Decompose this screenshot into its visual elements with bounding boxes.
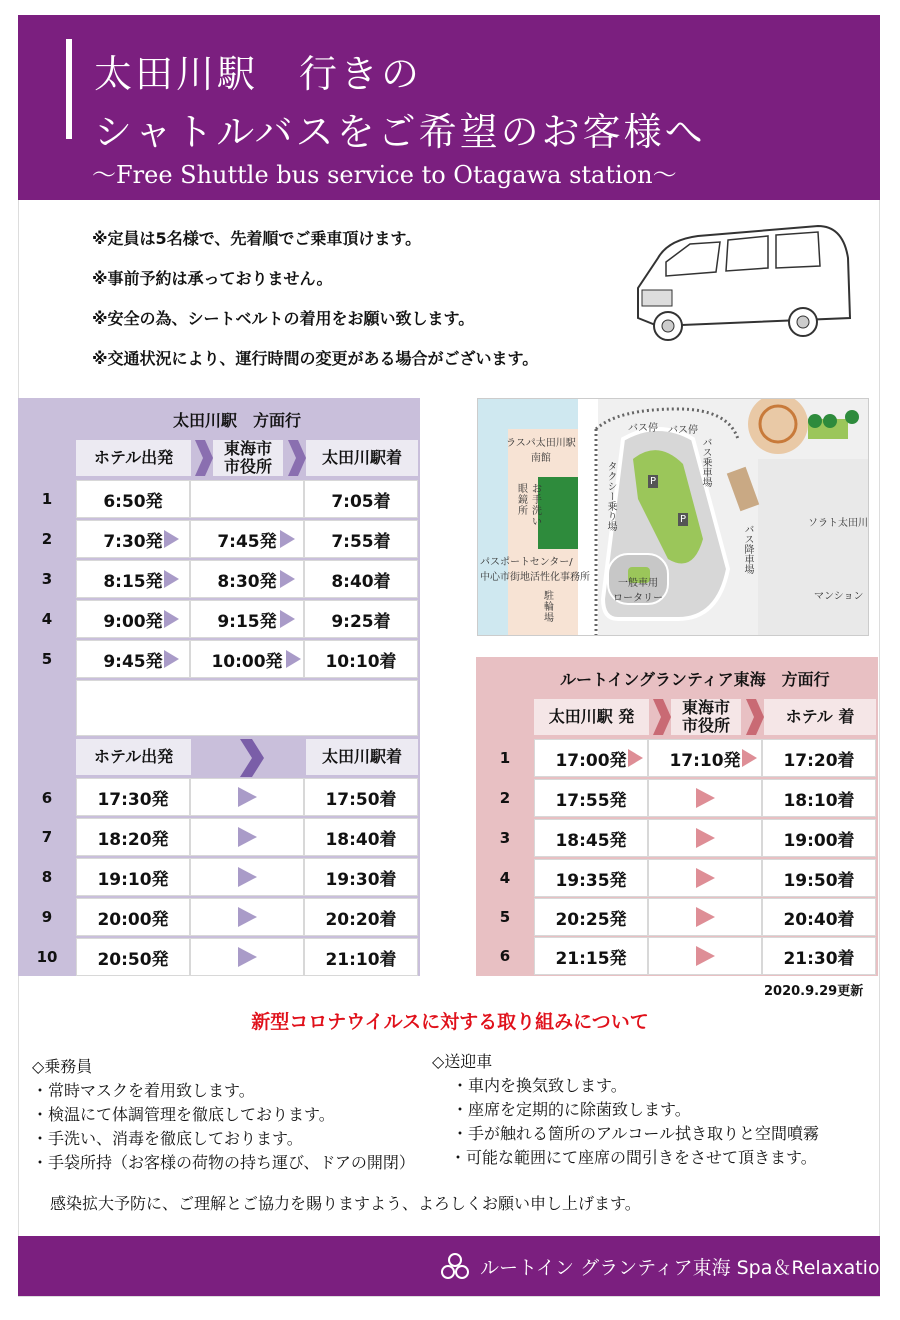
row-number: 6 [41,789,53,807]
arrow-icon [164,650,179,668]
arrive-time: 19:50着 [762,859,876,897]
row-number: 3 [41,570,53,588]
vehicle-item: ・車内を換気致します。 [452,1076,627,1095]
arrive-time: 9:25着 [304,600,418,638]
arrow-icon [286,650,301,668]
depart-time: 20:25発 [534,898,648,936]
row-number: 1 [41,490,53,508]
arrow-icon [696,868,715,888]
arrive-time: 8:40着 [304,560,418,598]
map-label: ソラト太田川 [808,518,868,529]
map-label: お 手 洗 い [532,484,542,528]
vehicle-heading: ◇送迎車 [432,1052,493,1071]
depart-time: 17:00発 [534,739,648,777]
arrive-time: 7:55着 [304,520,418,558]
mid-cell [648,898,762,936]
col-header-arrive: 太田川駅着 [306,739,418,775]
footer-brand-name: ルートイン グランティア東海 Spa＆Relaxation [480,1257,892,1279]
mid-time: 9:15発 [190,600,304,638]
arrive-time: 21:30着 [762,937,876,975]
chevron-right-icon [744,699,764,735]
header-title-line2: シャトルバスをご希望のお客様へ [94,110,706,154]
depart-time: 8:15発 [76,560,190,598]
mid-cell [190,858,304,896]
chevron-right-icon [651,699,671,735]
depart-time: 6:50発 [76,480,190,518]
map-label: 眼 鏡 所 [518,484,528,517]
footer-banner [18,1236,892,1296]
row-number: 3 [499,829,511,847]
chevron-right-icon [286,440,306,476]
parking-icon: P [650,476,657,487]
mid-cell [190,818,304,856]
note-item: ※安全の為、シートベルトの着用をお願い致します。 [92,309,475,328]
row-number: 10 [36,948,58,966]
arrow-icon [696,946,715,966]
depart-time: 17:55発 [534,779,648,817]
map-label: 駐 輪 場 [544,591,554,624]
row-number: 6 [499,947,511,965]
row-number: 5 [499,908,511,926]
row-number: 9 [41,908,53,926]
arrive-time: 20:40着 [762,898,876,936]
vehicle-item: ・手が触れる箇所のアルコール拭き取りと空間噴霧 [452,1124,820,1143]
depart-time: 7:30発 [76,520,190,558]
depart-time: 9:00発 [76,600,190,638]
arrive-time: 17:50着 [304,778,418,816]
col-header-depart: ホテル出発 [76,440,191,476]
mid-cell [648,779,762,817]
map-label: バス停 [668,425,698,436]
arrow-icon [238,867,257,887]
row-number: 2 [41,530,53,548]
notes-list [92,226,538,386]
arrow-icon [280,530,295,548]
crew-heading: ◇乗務員 [32,1057,93,1076]
chevron-right-icon [238,739,264,777]
vehicle-item: ・可能な範囲にて座席の間引きをさせて頂きます。 [450,1148,817,1167]
crew-item: ・常時マスクを着用致します。 [32,1081,255,1100]
crew-item: ・検温にて体調管理を徹底しております。 [32,1105,335,1124]
depart-time: 18:20発 [76,818,190,856]
depart-time: 17:30発 [76,778,190,816]
arrow-icon [280,610,295,628]
depart-time: 9:45発 [76,640,190,678]
arrow-icon [164,610,179,628]
arrive-time: 7:05着 [304,480,418,518]
header-title-line1: 太田川駅 行きの [94,52,423,96]
vehicle-item: ・座席を定期的に除菌致します。 [452,1100,691,1119]
van-illustration [628,218,858,348]
arrow-icon [742,749,757,767]
mid-cell [648,819,762,857]
col-header-depart: ホテル出発 [76,739,191,775]
brand-logo-icon [438,1250,472,1284]
arrow-icon [238,947,257,967]
header-banner [18,15,880,200]
crew-measures [32,1055,415,1175]
row-number: 5 [41,650,53,668]
covid-heading: 新型コロナウイルスに対する取り組みについて [251,1011,649,1033]
mid-time: 10:00発 [190,640,304,678]
mid-time: 17:10発 [648,739,762,777]
col-header-depart: 太田川駅 発 [534,699,649,735]
depart-time: 20:50発 [76,938,190,976]
map-label: ラスパ太田川駅 南館 [506,438,576,464]
depart-time: 21:15発 [534,937,648,975]
depart-time: 18:45発 [534,819,648,857]
row-number: 8 [41,868,53,886]
depart-time: 19:10発 [76,858,190,896]
arrive-time: 18:40着 [304,818,418,856]
mid-cell [190,898,304,936]
col-header-arrive: ホテル 着 [764,699,876,735]
arrive-time: 21:10着 [304,938,418,976]
map-label: パスポートセンター/ 中心市街地活性化事務所 [480,557,590,583]
depart-time: 20:00発 [76,898,190,936]
header-accent-bar [66,39,72,139]
map-label: バス乗車場 [700,437,711,487]
map-label: マンション [814,591,864,602]
col-header-arrive: 太田川駅着 [306,440,418,476]
updated-date: 2020.9.29更新 [764,984,864,999]
arrive-time: 19:00着 [762,819,876,857]
map-label: 一般車用 ロータリー [613,578,663,604]
arrow-icon [628,749,643,767]
table-title: ルートイングランティア東海 方面行 [560,670,830,689]
col-header-mid: 東海市 市役所 [671,699,741,735]
arrow-icon [280,570,295,588]
map-label: バス降車場 [742,524,753,574]
arrow-icon [696,788,715,808]
blank-spacer [76,680,418,736]
mid-cell [648,859,762,897]
closing-message: 感染拡大予防に、ご理解とご協力を賜りますよう、よろしくお願い申し上げます。 [50,1194,641,1213]
arrow-icon [238,907,257,927]
arrive-time: 19:30着 [304,858,418,896]
mid-cell [648,937,762,975]
arrive-time: 18:10着 [762,779,876,817]
table-title: 太田川駅 方面行 [173,411,302,430]
arrive-time: 10:10着 [304,640,418,678]
arrow-icon [164,570,179,588]
mid-cell [190,778,304,816]
arrow-icon [164,530,179,548]
map-label: タクシー乗り場 [605,461,616,531]
arrow-icon [238,787,257,807]
arrive-time: 20:20着 [304,898,418,936]
arrow-icon [696,907,715,927]
crew-item: ・手洗い、消毒を徹底しております。 [32,1129,303,1148]
mid-cell [190,938,304,976]
mid-time [190,480,304,518]
note-item: ※事前予約は承っておりません。 [92,269,333,288]
note-item: ※交通状況により、運行時間の変更がある場合がございます。 [92,349,539,368]
header-subtitle: ～Free Shuttle bus service to Otagawa station～ [92,161,677,189]
arrow-icon [238,827,257,847]
mid-time: 8:30発 [190,560,304,598]
note-item: ※定員は5名様で、先着順でご乗車頂けます。 [92,229,422,248]
mid-time: 7:45発 [190,520,304,558]
timetable-to-station [18,398,420,976]
row-number: 4 [41,610,53,628]
chevron-right-icon [193,440,213,476]
arrow-icon [696,828,715,848]
area-map [477,398,869,636]
row-number: 7 [41,828,53,846]
row-number: 1 [499,749,511,767]
row-number: 4 [499,869,511,887]
depart-time: 19:35発 [534,859,648,897]
timetable-to-hotel [476,657,878,976]
crew-item: ・手袋所持（お客様の荷物の持ち運び、ドアの開閉） [32,1153,415,1172]
col-header-mid: 東海市 市役所 [213,440,283,476]
arrive-time: 17:20着 [762,739,876,777]
map-label: バス停 [628,423,658,434]
vehicle-measures [432,1050,819,1170]
row-number: 2 [499,789,511,807]
parking-icon: P [680,514,687,525]
